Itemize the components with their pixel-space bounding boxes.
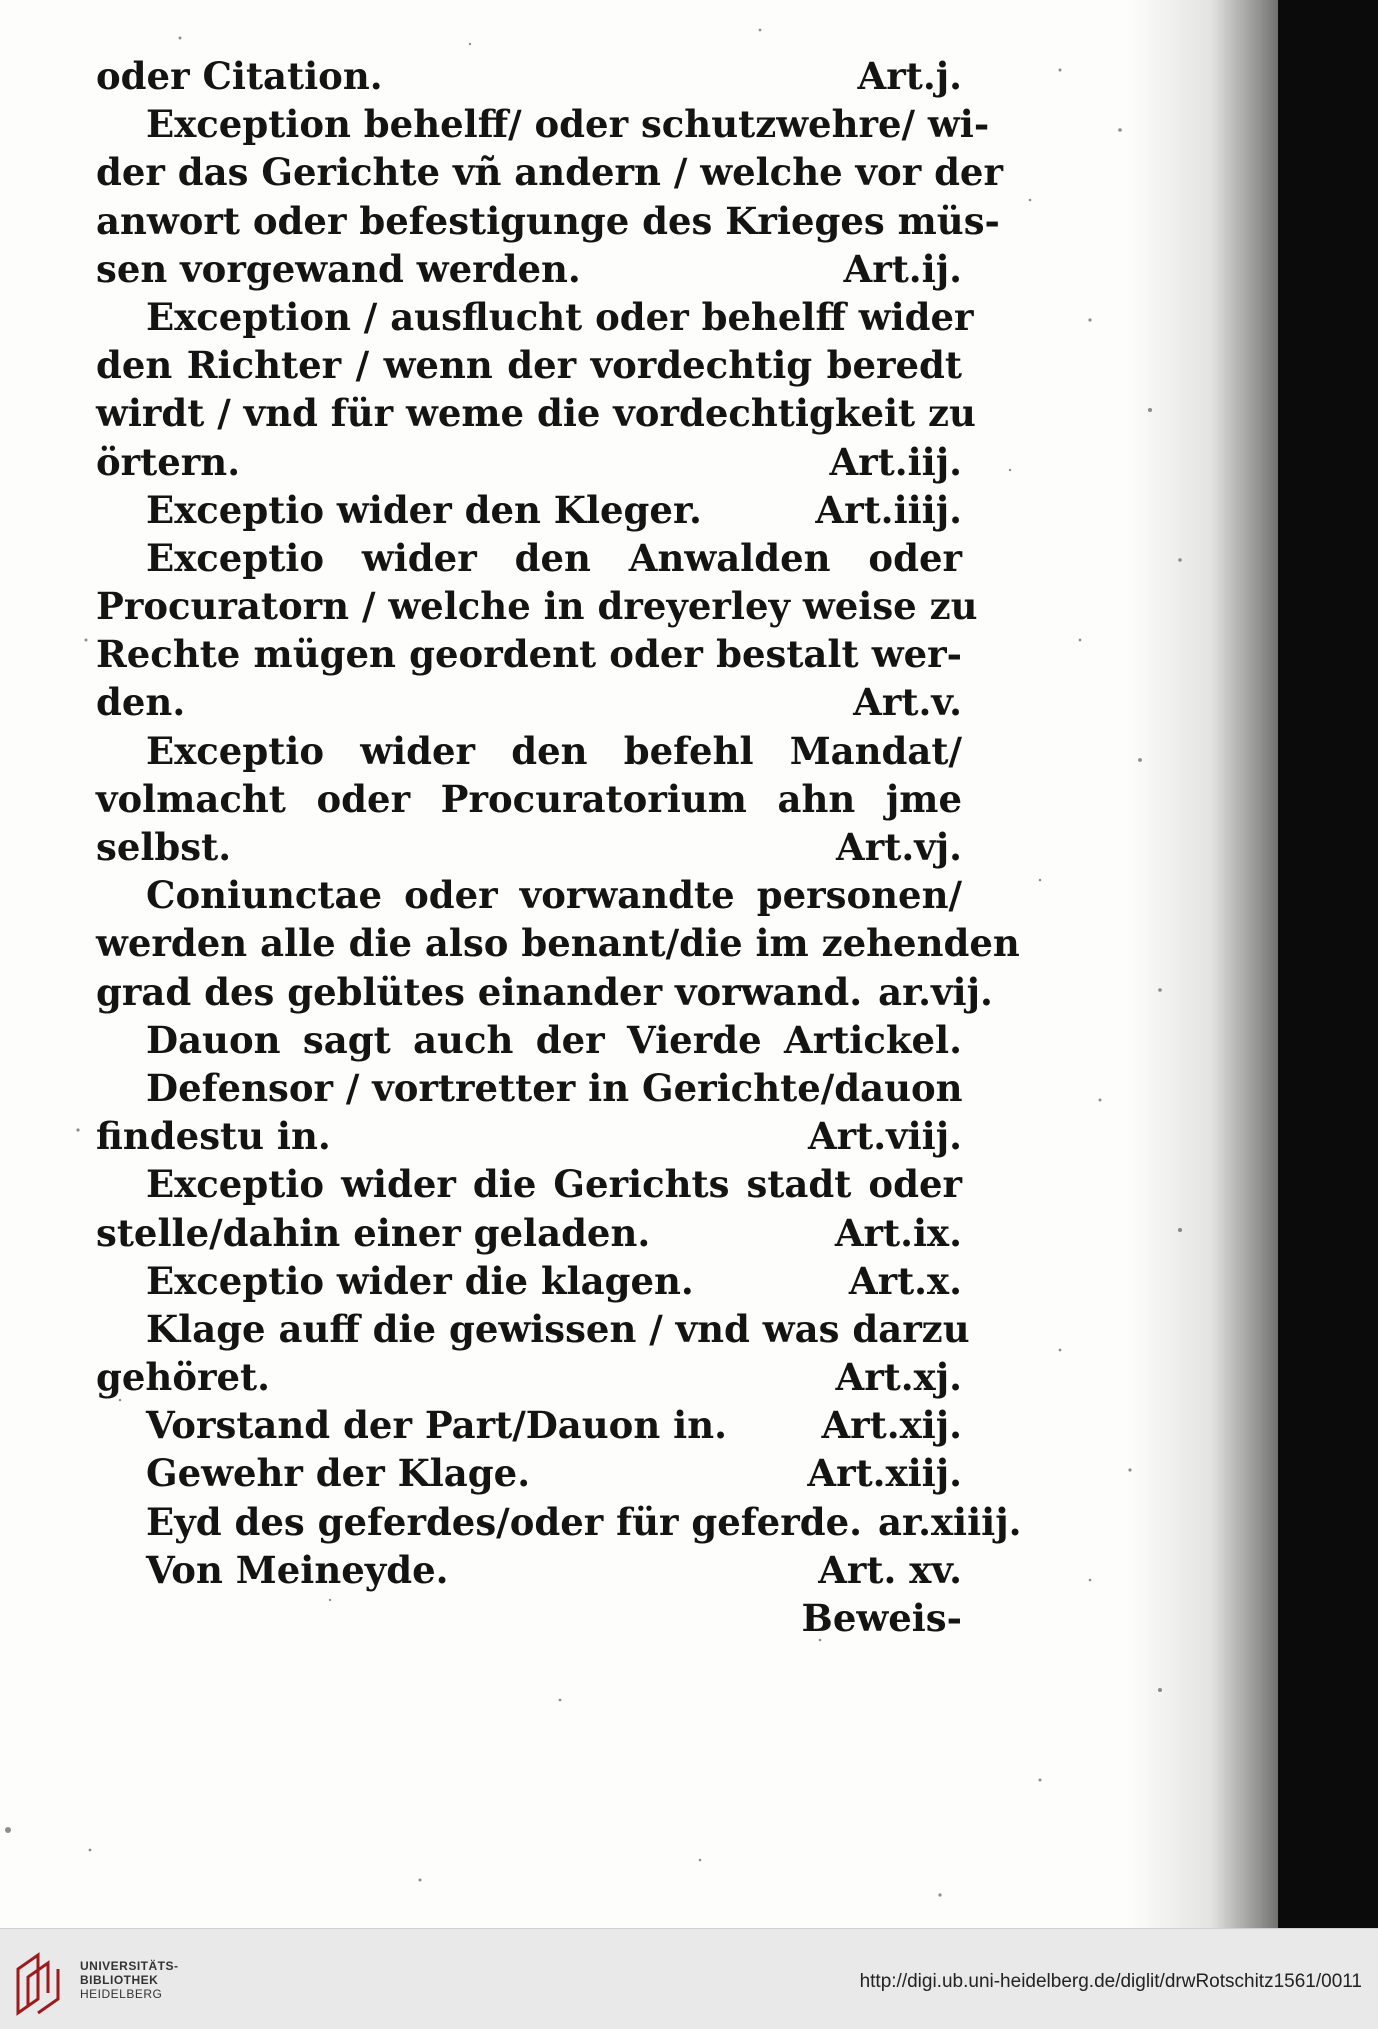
text-line xyxy=(96,1209,962,1257)
text-line xyxy=(96,389,976,437)
line-text: örtern. xyxy=(96,439,241,484)
line-text: Coniunctae oder vorwandte personen/ xyxy=(146,873,962,918)
text-line xyxy=(96,678,962,726)
article-reference: Art.xj. xyxy=(835,1355,962,1400)
text-line xyxy=(96,197,1000,245)
article-reference: Art.j. xyxy=(857,54,962,98)
line-text: Exceptio wider den Anwalden oder xyxy=(146,535,962,580)
text-line xyxy=(96,293,974,341)
line-text: gehöret. xyxy=(96,1355,270,1400)
line-text: oder Citation. xyxy=(96,54,383,98)
text-line xyxy=(96,1498,1022,1546)
text-line xyxy=(96,871,962,919)
text-line xyxy=(96,1594,962,1642)
text-line xyxy=(96,1401,962,1449)
text-line xyxy=(96,727,962,775)
footer-bar xyxy=(0,1928,1378,2029)
line-text: den. xyxy=(96,680,186,725)
line-text: Exceptio wider den Kleger. xyxy=(146,487,702,532)
line-text: selbst. xyxy=(96,825,232,869)
article-reference: Art.ij. xyxy=(843,246,962,291)
line-text: Von Meineyde. xyxy=(146,1547,449,1592)
article-reference: Art.xiij. xyxy=(807,1451,962,1496)
line-text: Rechte mügen geordent oder bestalt wer- xyxy=(96,632,962,677)
article-reference: Art.iiij. xyxy=(815,487,962,532)
text-line xyxy=(96,341,962,389)
line-text: Gewehr der Klage. xyxy=(146,1451,531,1496)
line-text: Exceptio wider die klagen. xyxy=(146,1258,694,1303)
article-reference: Art.v. xyxy=(853,680,962,725)
article-reference: Art.xij. xyxy=(821,1403,962,1448)
text-line xyxy=(96,100,990,148)
line-text: Defensor / vortretter in Gerichte/dauon xyxy=(146,1065,963,1110)
line-text: der das Gerichte vñ andern / welche vor der xyxy=(96,150,1003,195)
library-name xyxy=(80,1959,179,2001)
text-line xyxy=(96,630,962,678)
text-line xyxy=(96,245,962,293)
library-name-line2: BIBLIOTHEK xyxy=(80,1973,159,1987)
text-line xyxy=(96,52,962,100)
text-line xyxy=(96,1064,962,1112)
text-line xyxy=(96,1546,962,1594)
text-line xyxy=(96,582,978,630)
line-text: Vorstand der Part/Dauon in. xyxy=(146,1403,727,1448)
text-line xyxy=(96,1305,970,1353)
article-reference: ar.xiiij. xyxy=(878,1499,1022,1544)
line-text: sen vorgewand werden. xyxy=(96,246,581,291)
article-reference: Art.vj. xyxy=(836,825,962,869)
text-line xyxy=(96,968,993,1016)
line-text: wirdt / vnd für weme die vordechtigkeit zu xyxy=(96,391,976,436)
library-name-line1: UNIVERSITÄTS- xyxy=(80,1959,179,1973)
line-text: anwort oder befestigunge des Krieges müs- xyxy=(96,198,1000,243)
line-text: Exception / ausflucht oder behelff wider xyxy=(146,294,974,339)
line-text: den Richter / wenn der vordechtig beredt xyxy=(96,343,962,388)
line-text: volmacht oder Procuratorium ahn jme xyxy=(96,776,962,821)
article-reference: Art. xv. xyxy=(818,1547,962,1592)
text-line xyxy=(96,1112,962,1160)
article-reference: Art.x. xyxy=(848,1258,962,1303)
library-name-line3: HEIDELBERG xyxy=(80,1987,163,2001)
article-reference: Art.ix. xyxy=(834,1210,962,1255)
line-text: stelle/dahin einer geladen. xyxy=(96,1210,651,1255)
line-text: Exception behelff/ oder schutzwehre/ wi- xyxy=(146,102,990,147)
line-text: Dauon sagt auch der Vierde Artickel. xyxy=(146,1017,962,1062)
article-reference: Beweis- xyxy=(801,1596,962,1640)
text-line xyxy=(96,919,1020,967)
text-line xyxy=(96,1353,962,1401)
permalink-url[interactable]: http://digi.ub.uni-heidelberg.de/diglit/drwRotschitz1561/0011 xyxy=(859,1971,1362,1992)
text-line xyxy=(96,1160,962,1208)
line-text: Exceptio wider den befehl Mandat/ xyxy=(146,728,962,773)
text-line xyxy=(96,1257,962,1305)
line-text: Procuratorn / welche in dreyerley weise zu xyxy=(96,584,978,629)
text-line xyxy=(96,775,962,823)
article-reference: Art.iij. xyxy=(829,439,962,484)
page-text xyxy=(96,52,1022,1642)
line-text: Exceptio wider die Gerichts stadt oder xyxy=(146,1162,962,1207)
text-line xyxy=(96,534,962,582)
text-line xyxy=(96,486,962,534)
article-reference: ar.vij. xyxy=(878,969,993,1014)
line-text: findestu in. xyxy=(96,1114,331,1159)
text-line xyxy=(96,148,1003,196)
line-text: werden alle die also benant/die im zehenden xyxy=(96,921,1020,966)
line-text: Eyd des geferdes/oder für geferde. xyxy=(146,1499,863,1544)
line-text: grad des geblütes einander vorwand. xyxy=(96,969,863,1014)
line-text: Klage auff die gewissen / vnd was darzu xyxy=(146,1306,970,1351)
text-line xyxy=(96,1449,962,1497)
text-line xyxy=(96,823,962,871)
text-line xyxy=(96,438,962,486)
text-line xyxy=(96,1016,962,1064)
article-reference: Art.viij. xyxy=(807,1114,962,1159)
library-logo-icon xyxy=(14,1947,66,2017)
